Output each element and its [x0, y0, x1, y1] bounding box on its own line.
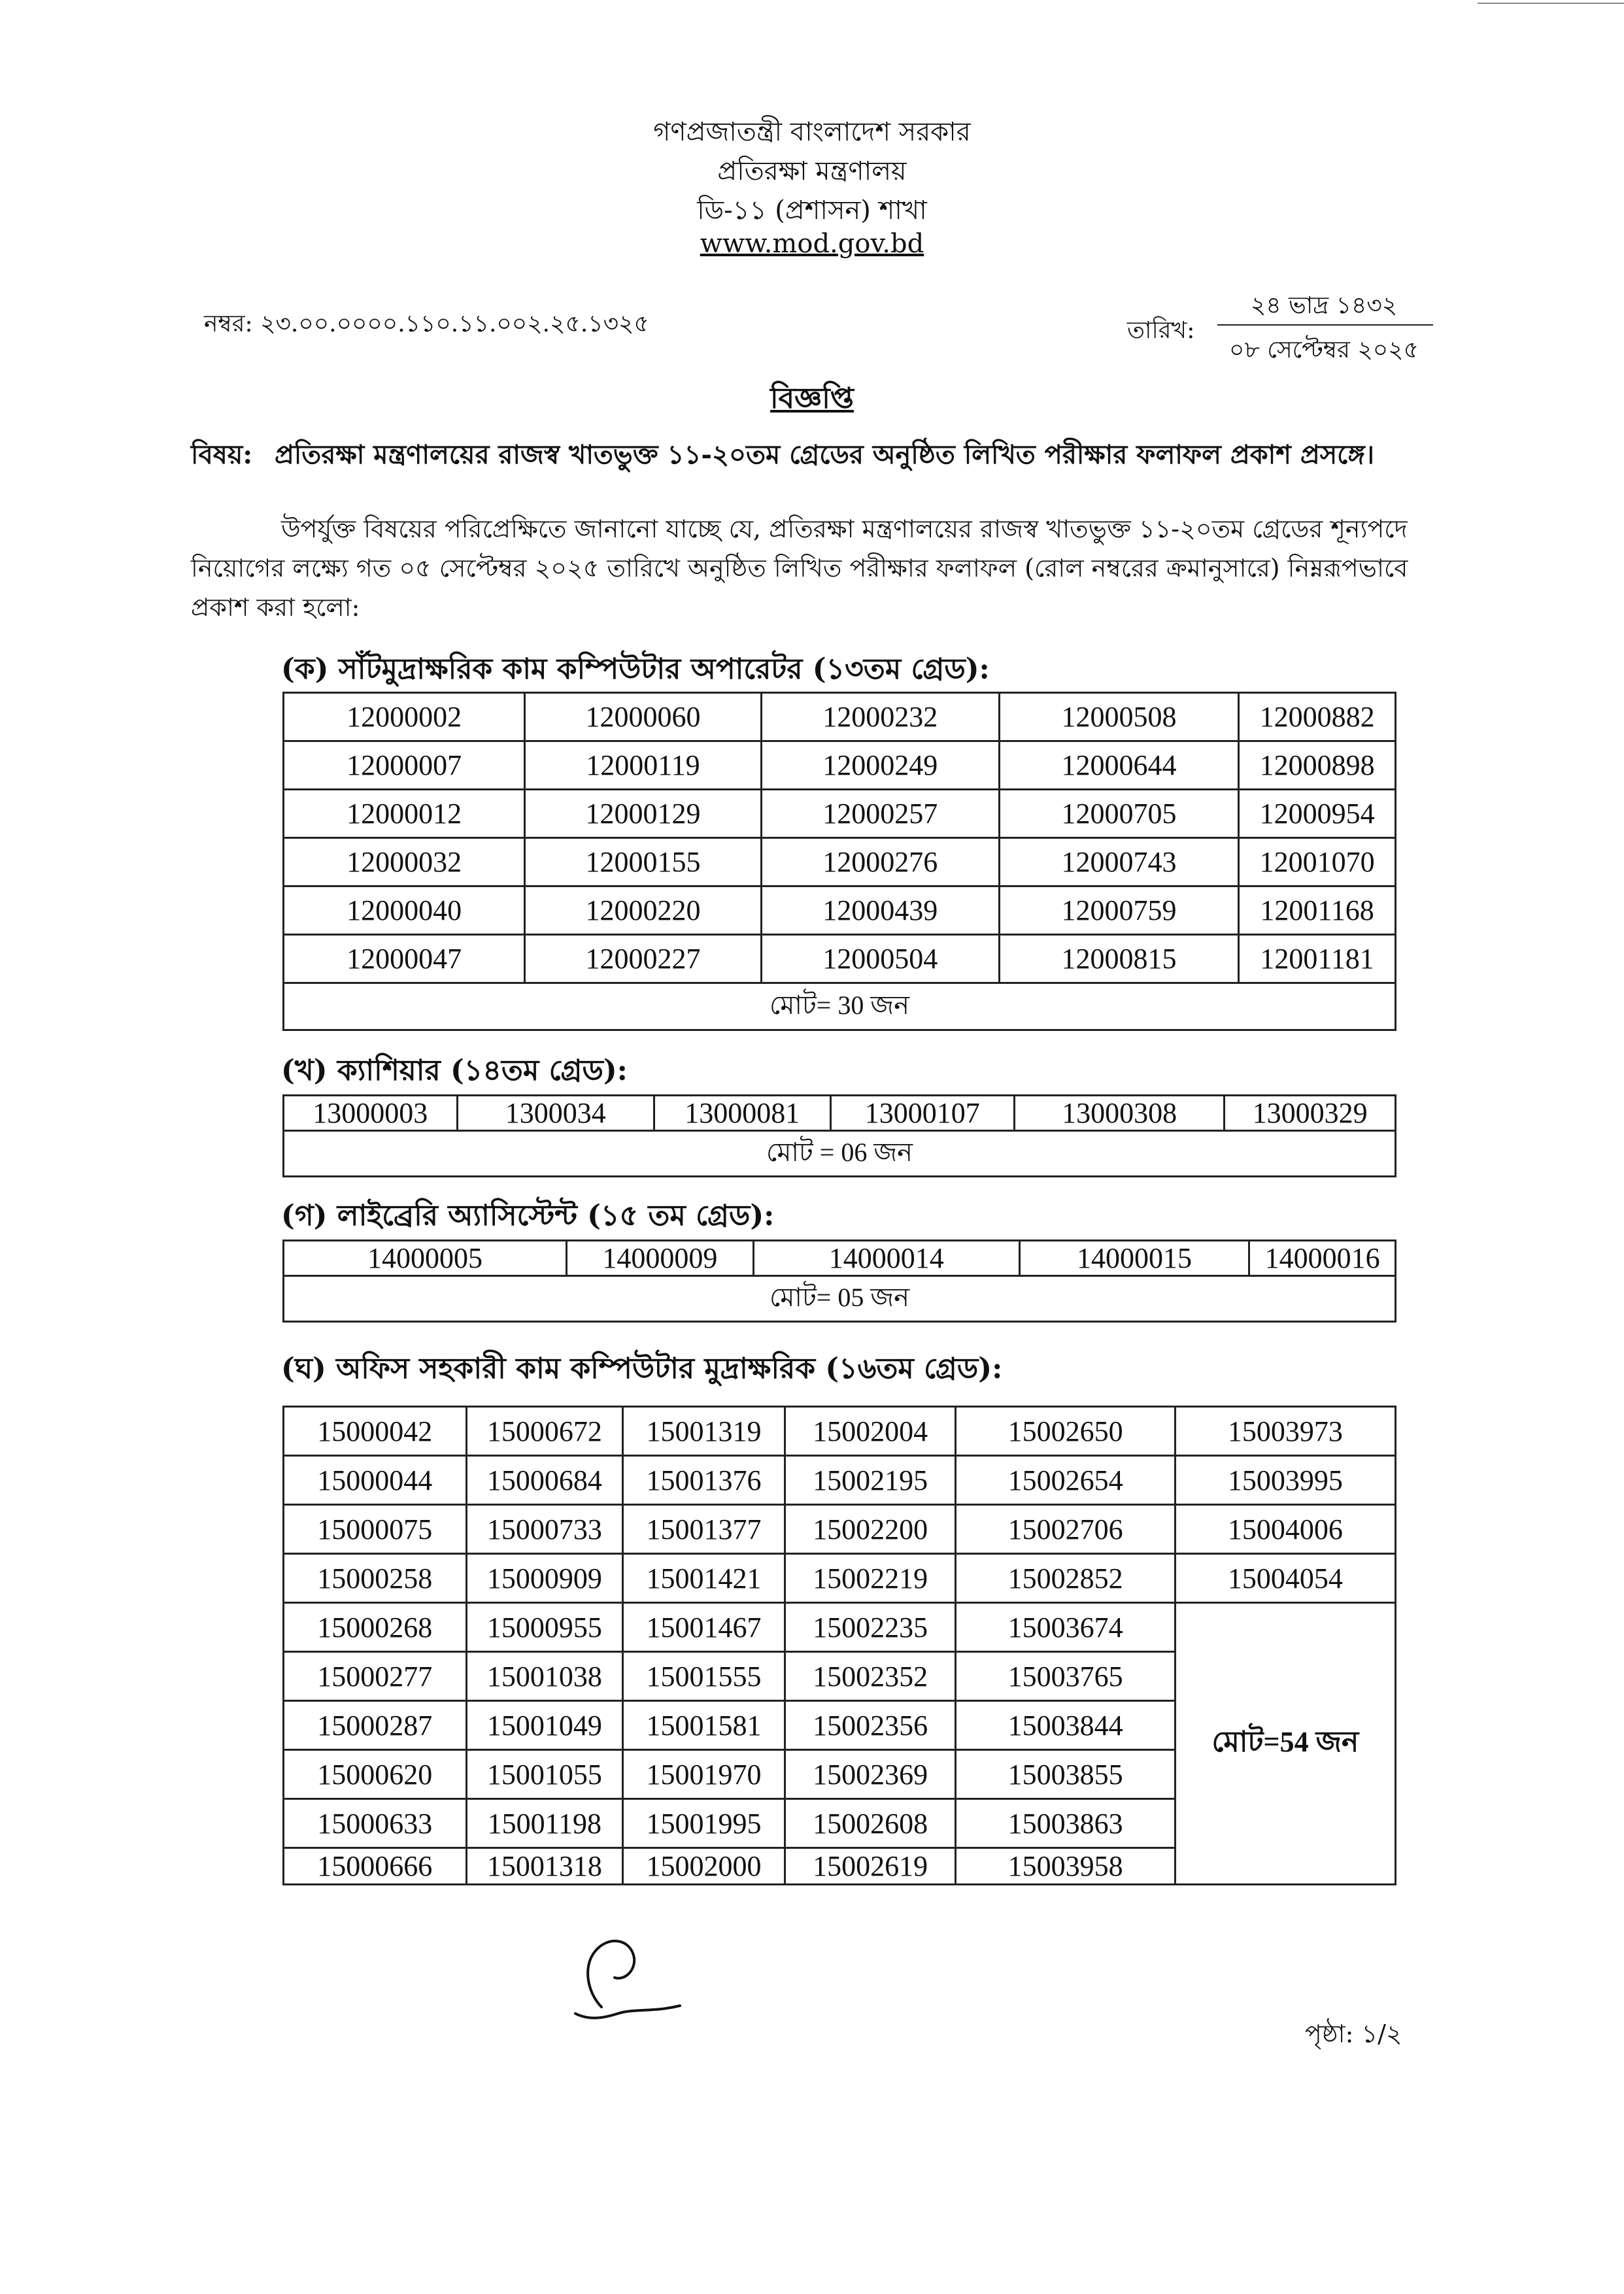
roll-number-cell: 12000882: [1239, 693, 1396, 741]
roll-number-cell: 15003765: [956, 1652, 1175, 1701]
roll-number-cell: 12000155: [525, 838, 761, 886]
roll-number-cell: 14000009: [567, 1241, 754, 1276]
roll-number-cell: 15003863: [956, 1799, 1175, 1848]
roll-number-cell: 15001049: [466, 1701, 623, 1750]
roll-number-cell: 15002369: [785, 1750, 956, 1799]
roll-number-cell: 15002608: [785, 1799, 956, 1848]
roll-number-cell: 15001377: [623, 1505, 785, 1554]
page-number: পৃষ্ঠা: ১/২: [1305, 2019, 1402, 2048]
roll-number-cell: 12000759: [999, 886, 1238, 935]
table-row: [284, 1407, 1396, 1456]
roll-number-cell: 15000042: [284, 1407, 467, 1456]
roll-number-cell: 12000220: [525, 886, 761, 935]
roll-number-cell: 12001181: [1239, 935, 1396, 983]
roll-number-cell: 15001421: [623, 1554, 785, 1603]
roll-number-cell: 15000666: [284, 1848, 467, 1885]
roll-number-cell: 15000733: [466, 1505, 623, 1554]
roll-number-cell: 12000227: [525, 935, 761, 983]
roll-number-cell: 15002654: [956, 1456, 1175, 1505]
roll-number-cell: 15002619: [785, 1848, 956, 1885]
roll-number-cell: 12001070: [1239, 838, 1396, 886]
notice-title: বিজ্ঞপ্তি: [770, 382, 854, 415]
roll-number-cell: 15000672: [466, 1407, 623, 1456]
table-row: [284, 935, 1396, 983]
table-row: [284, 1241, 1396, 1276]
roll-number-cell: 15000684: [466, 1456, 623, 1505]
roll-number-cell: 15003844: [956, 1701, 1175, 1750]
roll-number-cell: 15000620: [284, 1750, 467, 1799]
roll-number-cell: 12000002: [284, 693, 525, 741]
section-b-table: [282, 1094, 1396, 1177]
roll-number-cell: 15002219: [785, 1554, 956, 1603]
body-line-2: নিয়োগের লক্ষ্যে গত ০৫ সেপ্টেম্বর ২০২৫ তারিখে অনুষ্ঠিত লিখিত পরীক্ষার ফলাফল (রোল নম্বরের ক্রমানুসারে) নিম্নরূপভাবে: [191, 554, 1408, 582]
header-government: গণপ্রজাতন্ত্রী বাংলাদেশ সরকার: [653, 117, 971, 147]
roll-number-cell: 1300034: [457, 1096, 654, 1131]
roll-number-cell: 15002352: [785, 1652, 956, 1701]
table-row: [284, 1096, 1396, 1131]
header-ministry: প্রতিরক্ষা মন্ত্রণালয়: [717, 156, 907, 186]
table-total-row: [284, 983, 1396, 1030]
table-row: [284, 1603, 1396, 1652]
body-line-3: প্রকাশ করা হলো:: [191, 593, 360, 622]
roll-number-cell: 12000439: [761, 886, 999, 935]
roll-number-cell: 14000015: [1019, 1241, 1249, 1276]
section-d-table: [282, 1406, 1396, 1885]
roll-number-cell: 15000287: [284, 1701, 467, 1750]
roll-number-cell: 12000232: [761, 693, 999, 741]
roll-number-cell: 12000060: [525, 693, 761, 741]
roll-number-cell: 12000257: [761, 790, 999, 838]
roll-number-cell: 15002000: [623, 1848, 785, 1885]
roll-number-cell: 12000504: [761, 935, 999, 983]
roll-number-cell: 12000508: [999, 693, 1238, 741]
date-divider: [1217, 324, 1433, 326]
roll-number-cell: 12000032: [284, 838, 525, 886]
roll-number-cell: 12000040: [284, 886, 525, 935]
roll-number-cell: 15000633: [284, 1799, 467, 1848]
roll-number-cell: 15000909: [466, 1554, 623, 1603]
roll-number-cell: 13000003: [284, 1096, 458, 1131]
table-row: [284, 1505, 1396, 1554]
roll-number-cell: 15001055: [466, 1750, 623, 1799]
roll-number-cell: 15002004: [785, 1407, 956, 1456]
roll-number-cell: 15000955: [466, 1603, 623, 1652]
section-a-table: [282, 692, 1396, 1031]
roll-number-cell: 12000954: [1239, 790, 1396, 838]
roll-number-cell: 15001198: [466, 1799, 623, 1848]
roll-number-cell: 15000258: [284, 1554, 467, 1603]
date-bangla: ২৪ ভাদ্র ১৪৩২: [1250, 292, 1398, 319]
roll-number-cell: 15001038: [466, 1652, 623, 1701]
section-a-total: মোট= 30 জন: [284, 983, 1396, 1030]
roll-number-cell: 15000044: [284, 1456, 467, 1505]
header-section: ডি-১১ (প্রশাসন) শাখা: [697, 195, 927, 226]
roll-number-cell: 15001970: [623, 1750, 785, 1799]
table-total-row: [284, 1131, 1396, 1177]
roll-number-cell: 15000075: [284, 1505, 467, 1554]
roll-number-cell: 15003995: [1175, 1456, 1395, 1505]
roll-number-cell: 15001555: [623, 1652, 785, 1701]
roll-number-cell: 12000705: [999, 790, 1238, 838]
roll-number-cell: 12000743: [999, 838, 1238, 886]
table-row: [284, 838, 1396, 886]
table-row: [284, 790, 1396, 838]
roll-number-cell: 12000129: [525, 790, 761, 838]
roll-number-cell: 15001318: [466, 1848, 623, 1885]
roll-number-cell: 12000644: [999, 741, 1238, 790]
roll-number-cell: 13000081: [654, 1096, 830, 1131]
roll-number-cell: 12000047: [284, 935, 525, 983]
roll-number-cell: 15003674: [956, 1603, 1175, 1652]
roll-number-cell: 15001319: [623, 1407, 785, 1456]
roll-number-cell: 15003958: [956, 1848, 1175, 1885]
roll-number-cell: 15004054: [1175, 1554, 1395, 1603]
table-row: [284, 1554, 1396, 1603]
roll-number-cell: 13000308: [1015, 1096, 1225, 1131]
roll-number-cell: 15004006: [1175, 1505, 1395, 1554]
section-d-total: মোট=54 জন: [1175, 1603, 1395, 1885]
roll-number-cell: 12000815: [999, 935, 1238, 983]
roll-number-cell: 14000016: [1249, 1241, 1396, 1276]
roll-number-cell: 12001168: [1239, 886, 1396, 935]
section-b-title: (খ) ক্যাশিয়ার (১৪তম গ্রেড):: [281, 1054, 628, 1087]
roll-number-cell: 12000007: [284, 741, 525, 790]
table-total-row: [284, 1276, 1396, 1322]
section-c-total: মোট= 05 জন: [284, 1276, 1396, 1322]
roll-number-cell: 15003973: [1175, 1407, 1395, 1456]
scan-edge-line: [1478, 3, 1624, 4]
roll-number-cell: 13000329: [1225, 1096, 1396, 1131]
signature: [562, 1922, 706, 2040]
roll-number-cell: 12000119: [525, 741, 761, 790]
roll-number-cell: 12000249: [761, 741, 999, 790]
memo-number: নম্বর: ২৩.০০.০০০০.১১০.১১.০০২.২৫.১৩২৫: [204, 311, 649, 337]
table-row: [284, 1456, 1396, 1505]
subject-text: প্রতিরক্ষা মন্ত্রণালয়ের রাজস্ব খাতভুক্ত ১১-২০তম গ্রেডের অনুষ্ঠিত লিখিত পরীক্ষার ফলাফল প্রকাশ প্রসঙ্গে।: [275, 439, 1375, 470]
roll-number-cell: 15001467: [623, 1603, 785, 1652]
roll-number-cell: 15002195: [785, 1456, 956, 1505]
roll-number-cell: 15002706: [956, 1505, 1175, 1554]
roll-number-cell: 15002650: [956, 1407, 1175, 1456]
roll-number-cell: 15001376: [623, 1456, 785, 1505]
subject-label: বিষয়:: [191, 439, 253, 470]
roll-number-cell: 15002200: [785, 1505, 956, 1554]
date-english: ০৮ সেপ্টেম্বর ২০২৫: [1229, 337, 1419, 363]
body-line-1: উপর্যুক্ত বিষয়ের পরিপ্রেক্ষিতে জানানো যাচ্ছে যে, প্রতিরক্ষা মন্ত্রণালয়ের রাজস্ব খাতভুক্ত ১১-২০তম গ্রেডের শূন্যপদে: [281, 514, 1408, 543]
roll-number-cell: 15002235: [785, 1603, 956, 1652]
roll-number-cell: 15000277: [284, 1652, 467, 1701]
header-website[interactable]: www.mod.gov.bd: [700, 229, 924, 259]
roll-number-cell: 15003855: [956, 1750, 1175, 1799]
roll-number-cell: 15001581: [623, 1701, 785, 1750]
roll-number-cell: 15000268: [284, 1603, 467, 1652]
roll-number-cell: 12000012: [284, 790, 525, 838]
table-row: [284, 741, 1396, 790]
section-c-title: (গ) লাইব্রেরি অ্যাসিস্টেন্ট (১৫ তম গ্রেড):: [281, 1199, 775, 1232]
date-label: তারিখ:: [1127, 317, 1195, 344]
roll-number-cell: 15002356: [785, 1701, 956, 1750]
roll-number-cell: 15002852: [956, 1554, 1175, 1603]
roll-number-cell: 14000014: [753, 1241, 1019, 1276]
roll-number-cell: 13000107: [830, 1096, 1015, 1131]
section-d-title: (ঘ) অফিস সহকারী কাম কম্পিউটার মুদ্রাক্ষরিক (১৬তম গ্রেড):: [281, 1352, 1003, 1385]
table-row: [284, 693, 1396, 741]
roll-number-cell: 12000898: [1239, 741, 1396, 790]
section-b-total: মোট = 06 জন: [284, 1131, 1396, 1177]
roll-number-cell: 15001995: [623, 1799, 785, 1848]
section-a-title: (ক) সাঁটমুদ্রাক্ষরিক কাম কম্পিউটার অপারেটর (১৩তম গ্রেড):: [281, 652, 990, 686]
roll-number-cell: 12000276: [761, 838, 999, 886]
table-row: [284, 886, 1396, 935]
section-c-table: [282, 1240, 1396, 1323]
roll-number-cell: 14000005: [284, 1241, 567, 1276]
